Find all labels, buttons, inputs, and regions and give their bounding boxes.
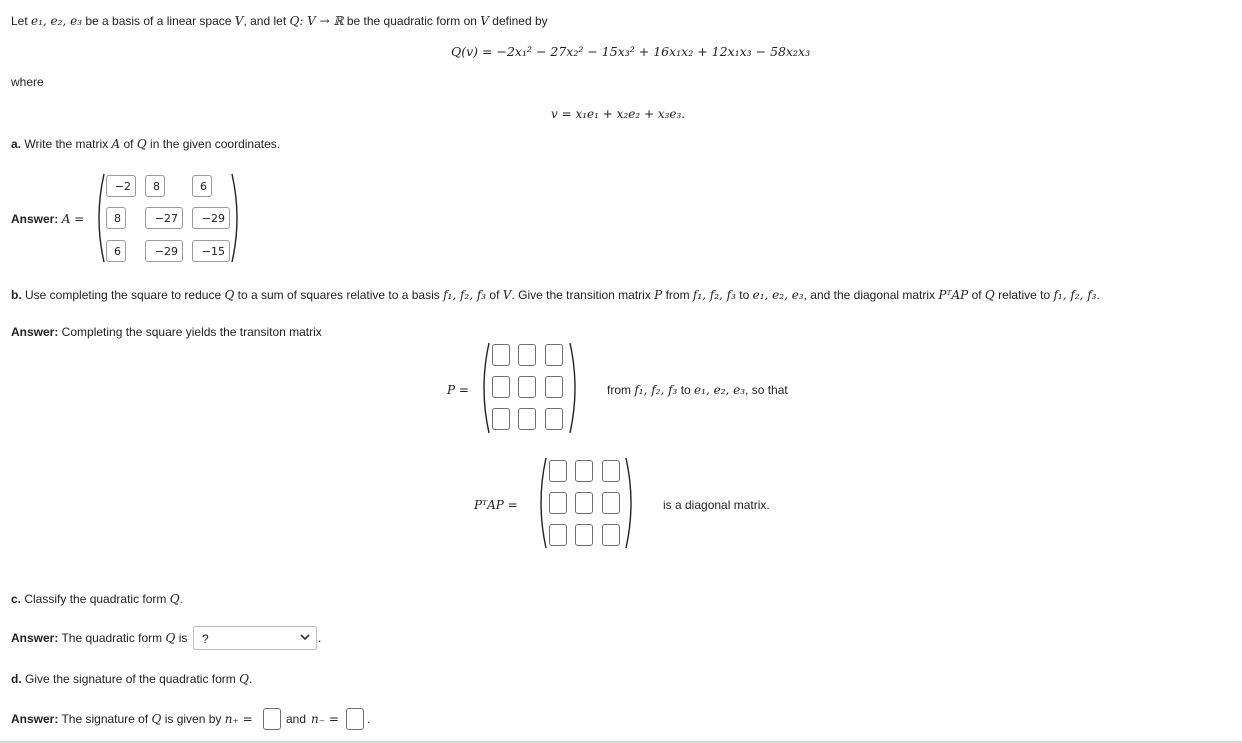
classification-select-value: ? [202, 632, 209, 646]
ptap-matrix-input[interactable] [602, 524, 620, 546]
p-matrix-label: P = [447, 383, 469, 397]
part-c-prompt: c. Classify the quadratic form Q. [11, 592, 183, 606]
ptap-matrix-input[interactable] [575, 492, 593, 514]
diagonal-text: is a diagonal matrix. [663, 498, 770, 512]
p-matrix-input[interactable] [545, 408, 563, 430]
ptap-matrix-input[interactable] [549, 460, 567, 482]
ptap-matrix-input[interactable] [575, 460, 593, 482]
left-paren-icon [534, 456, 548, 550]
ptap-matrix-input[interactable] [549, 492, 567, 514]
v-definition: v = x₁e₁ + x₂e₂ + x₃e₃. [551, 107, 686, 121]
p-matrix-input[interactable] [492, 408, 510, 430]
p-matrix-input[interactable] [518, 408, 536, 430]
matrix-a-entry[interactable]: −29 [192, 207, 230, 229]
and-text: and [286, 712, 307, 726]
ptap-matrix-input[interactable] [602, 492, 620, 514]
p-matrix-input[interactable] [545, 344, 563, 366]
p-matrix-input[interactable] [518, 376, 536, 398]
part-d-period: . [367, 712, 371, 726]
part-d-prompt: d. Give the signature of the quadratic form Q. [11, 672, 253, 686]
p-matrix-input[interactable] [545, 376, 563, 398]
where-label: where [11, 75, 44, 89]
n-minus-input[interactable] [346, 708, 364, 730]
matrix-a-entry[interactable]: 6 [192, 175, 212, 197]
matrix-a-entry[interactable]: −27 [145, 207, 183, 229]
p-matrix-input[interactable] [492, 376, 510, 398]
ptap-matrix-input[interactable] [575, 524, 593, 546]
part-b-prompt: b. Use completing the square to reduce Q to a sum of squares relative to a basis f₁, f₂, f₃ of V. Give the transition matrix P from f₁, f₂, f₃ to e₁, e₂, e₃, and the diagonal matrix PᵀAP of Q relative to f₁, f₂, f₃. [11, 288, 1100, 302]
ptap-matrix-label: PᵀAP = [474, 498, 518, 512]
part-a-prompt: a. Write the matrix A of Q in the given coordinates. [11, 137, 281, 151]
part-b-answer: Answer: Completing the square yields the transiton matrix [11, 325, 322, 339]
right-paren-icon [624, 456, 638, 550]
p-matrix-input[interactable] [518, 344, 536, 366]
left-paren-icon [477, 341, 491, 435]
right-paren-icon [230, 172, 244, 264]
matrix-a-entry[interactable]: 6 [106, 240, 126, 262]
part-c-answer: Answer: The quadratic form Q is [11, 631, 188, 645]
intro-text: Let e₁, e₂, e₃ be a basis of a linear space V, and let Q: V → ℝ be the quadratic form on V defined by [11, 14, 548, 28]
chevron-down-icon [300, 630, 310, 647]
quadratic-form-formula: Q(v) = −2x₁² − 27x₂² − 15x₃² + 16x₁x₂ + 12x₁x₃ − 58x₂x₃ [451, 44, 811, 59]
matrix-a-entry[interactable]: 8 [145, 175, 165, 197]
ptap-matrix-input[interactable] [602, 460, 620, 482]
part-d-answer: Answer: The signature of Q is given by n₊ = [11, 712, 253, 726]
matrix-a-entry[interactable]: −2 [106, 175, 136, 197]
right-paren-icon [568, 341, 582, 435]
left-paren-icon [92, 172, 106, 264]
n-minus-label: n₋ = [311, 712, 339, 726]
classification-select[interactable] [193, 626, 317, 650]
part-a-answer-label: Answer: A = [11, 212, 85, 226]
from-text: from f₁, f₂, f₃ to e₁, e₂, e₃, so that [607, 383, 788, 397]
part-c-period: . [318, 631, 322, 645]
matrix-a-entry[interactable]: −15 [192, 240, 230, 262]
matrix-a-entry[interactable]: 8 [106, 207, 126, 229]
matrix-a-entry[interactable]: −29 [145, 240, 183, 262]
p-matrix-input[interactable] [492, 344, 510, 366]
ptap-matrix-input[interactable] [549, 524, 567, 546]
n-plus-input[interactable] [263, 708, 281, 730]
